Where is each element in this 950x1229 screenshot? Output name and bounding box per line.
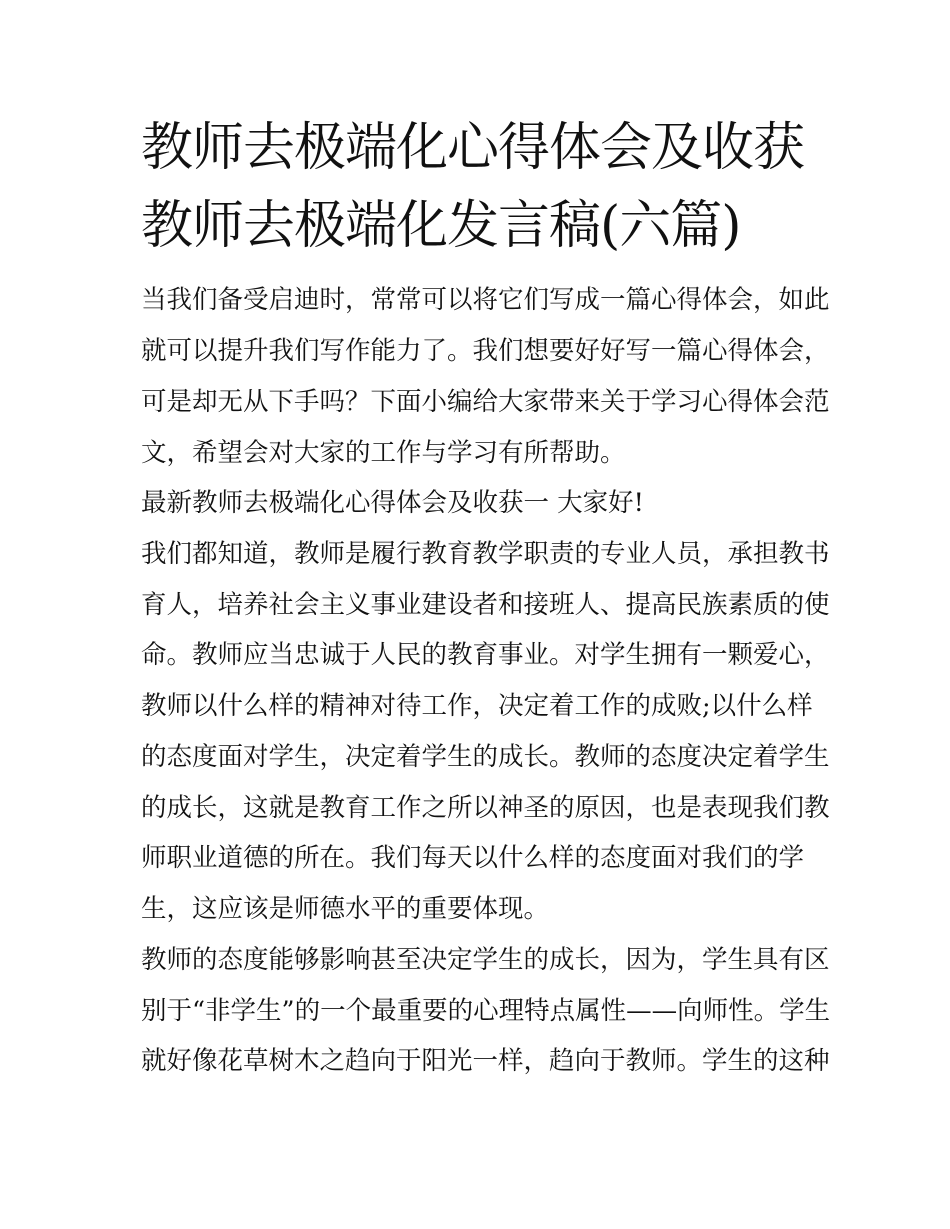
body-text-line: 师职业道德的所在。我们每天以什么样的态度面对我们的学	[141, 843, 805, 873]
document-title-line-1: 教师去极端化心得体会及收获	[141, 118, 805, 178]
body-text-line: 当我们备受启迪时，常常可以将它们写成一篇心得体会，如此	[141, 285, 830, 315]
body-text-line: 教师以什么样的精神对待工作，决定着工作的成败;以什么样	[141, 691, 813, 721]
body-text-line: 命。教师应当忠诚于人民的教育事业。对学生拥有一颗爱心，	[141, 640, 830, 670]
section-heading-line: 最新教师去极端化心得体会及收获一 大家好!	[141, 488, 644, 518]
body-text-line: 的成长，这就是教育工作之所以神圣的原因，也是表现我们教	[141, 793, 830, 823]
body-text-line: 教师的态度能够影响甚至决定学生的成长，因为，学生具有区	[141, 945, 830, 975]
body-text-line: 就可以提升我们写作能力了。我们想要好好写一篇心得体会，	[141, 336, 830, 366]
document-title-line-2: 教师去极端化发言稿(六篇)	[141, 196, 741, 256]
body-text-line: 别于“非学生”的一个最重要的心理特点属性——向师性。学生	[141, 996, 831, 1026]
body-text-line: 生，这应该是师德水平的重要体现。	[141, 894, 550, 924]
body-text-line: 育人，培养社会主义事业建设者和接班人、提高民族素质的使	[141, 590, 830, 620]
body-text-line: 就好像花草树木之趋向于阳光一样，趋向于教师。学生的这种	[141, 1046, 830, 1076]
body-text-line: 我们都知道，教师是履行教育教学职责的专业人员，承担教书	[141, 539, 830, 569]
body-text-line: 文，希望会对大家的工作与学习有所帮助。	[141, 438, 626, 468]
body-text-line: 的态度面对学生，决定着学生的成长。教师的态度决定着学生	[141, 742, 830, 772]
body-text-line: 可是却无从下手吗？下面小编给大家带来关于学习心得体会范	[141, 387, 830, 417]
